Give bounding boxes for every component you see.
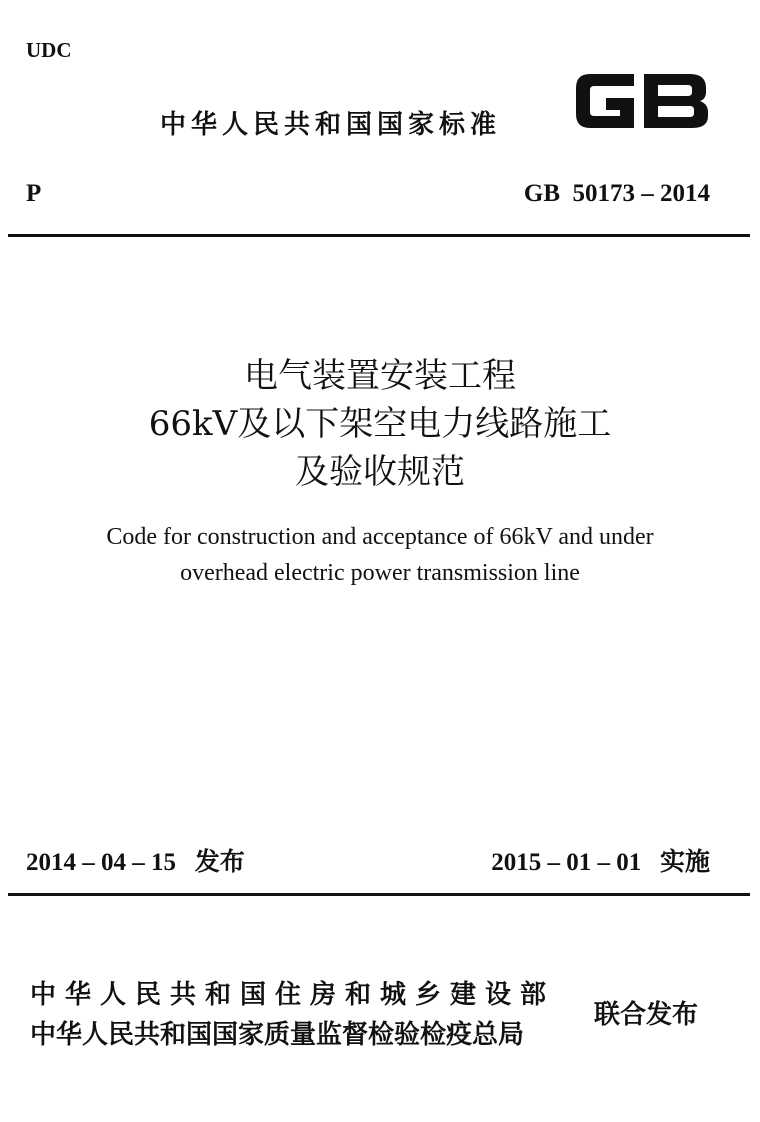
standard-code: GB 50173 – 2014 <box>523 180 710 207</box>
gb-logo-icon <box>572 66 712 136</box>
authority-line-2: 中华人民共和国国家质量监督检验检疫总局 <box>30 1020 525 1050</box>
authority-line-1: 中华人民共和国住房和城乡建设部 <box>30 980 556 1010</box>
issue-date: 2014 – 04 – 15 发布 <box>26 849 245 876</box>
udc-label: UDC <box>26 38 72 62</box>
title-zh-line-3: 及验收规范 <box>295 452 465 492</box>
classification-code: P <box>26 180 42 207</box>
title-zh-line-1: 电气装置安装工程 <box>244 356 516 396</box>
top-divider <box>8 234 750 237</box>
standard-type: 中华人民共和国国家标准 <box>160 110 502 140</box>
bottom-divider <box>8 893 750 896</box>
joint-release: 联合发布 <box>594 1000 699 1030</box>
title-en-line-1: Code for construction and acceptance of 66kV and under <box>106 524 654 550</box>
effective-date: 2015 – 01 – 01 实施 <box>491 849 710 876</box>
title-zh-line-2: 66kV及以下架空电力线路施工 <box>148 404 612 444</box>
title-en-line-2: overhead electric power transmission line <box>180 560 580 586</box>
